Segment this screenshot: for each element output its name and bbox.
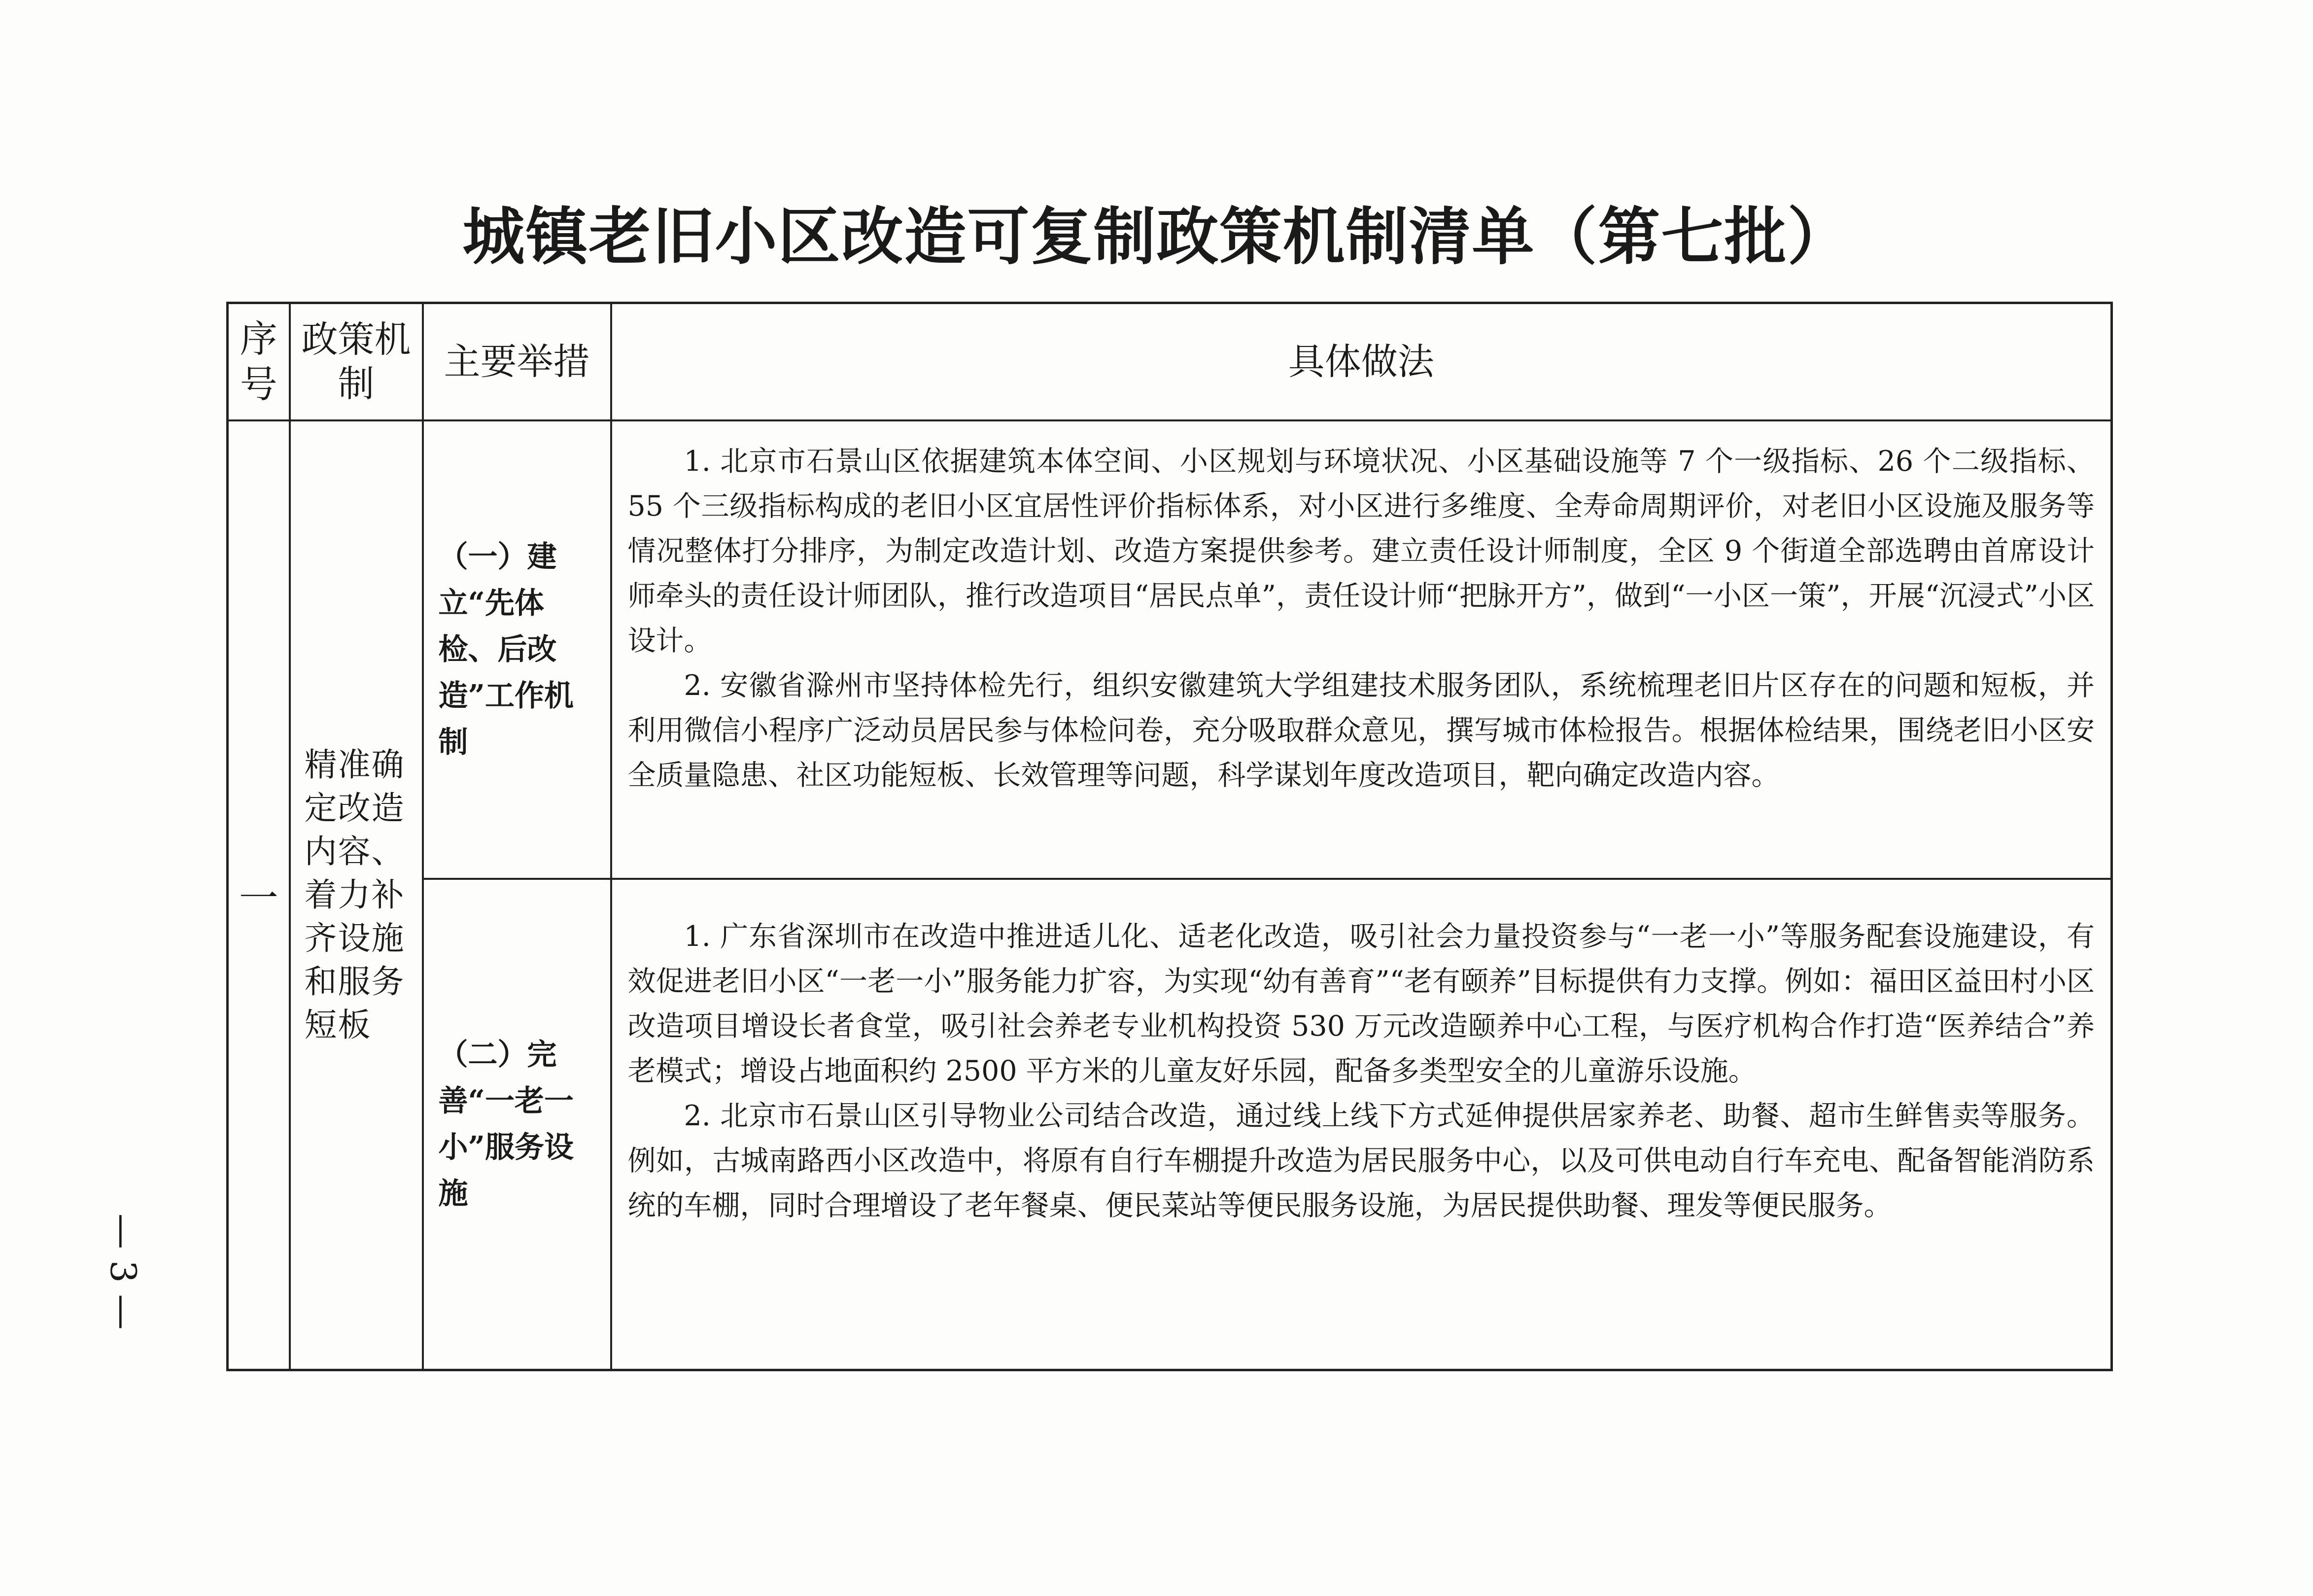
detail-paragraph: 2. 安徽省滁州市坚持体检先行，组织安徽建筑大学组建技术服务团队，系统梳理老旧片区存在的问题和短板，并利用微信小程序广泛动员居民参与体检问卷，充分吸取群众意见，撰写城市体检报告。根据体检结果，围绕老旧小区安全质量隐患、社区功能短板、长效管理等问题，科学谋划年度改造项目，靶向确定改造内容。 — [627, 669, 2095, 792]
group-mechanism: 精准确定改造内容、着力补齐设施和服务短板 — [290, 420, 423, 1370]
header-detail: 具体做法 — [611, 303, 2112, 421]
detail-cell — [611, 879, 2112, 1370]
detail-paragraph: 1. 广东省深圳市在改造中推进适儿化、适老化改造，吸引社会力量投资参与“一老一小”等服务配套设施建设，有效促进老旧小区“一老一小”服务能力扩容，为实现“幼有善育”“老有颐养”目标提供有力支撑。例如：福田区益田村小区改造项目增设长者食堂，吸引社会养老专业机构投资 530 万元改造颐养中心工程，与医疗机构合作打造“医养结合”养老模式；增设占地面积约 2500 平方米的儿童友好乐园，配备多类型安全的儿童游乐设施。 — [627, 920, 2095, 1087]
policy-table — [226, 302, 2113, 1371]
detail-paragraph: 1. 北京市石景山区依据建筑本体空间、小区规划与环境状况、小区基础设施等 7 个一级指标、26 个二级指标、55 个三级指标构成的老旧小区宜居性评价指标体系，对小区进行多维度、全寿命周期评价，对老旧小区设施及服务等情况整体打分排序，为制定改造计划、改造方案提供参考。建立责任设计师制度，全区 9 个街道全部选聘由首席设计师牵头的责任设计师团队，推行改造项目“居民点单”，责任设计师“把脉开方”，做到“一小区一策”，开展“沉浸式”小区设计。 — [627, 445, 2095, 657]
table-row — [228, 879, 2112, 1370]
page-number: — 3 — — [103, 1214, 144, 1330]
detail-paragraph: 2. 北京市石景山区引导物业公司结合改造，通过线上线下方式延伸提供居家养老、助餐、超市生鲜售卖等服务。例如，古城南路西小区改造中，将原有自行车棚提升改造为居民服务中心，以及可供电动自行车充电、配备智能消防系统的车棚，同时合理增设了老年餐桌、便民菜站等便民服务设施，为居民提供助餐、理发等便民服务。 — [627, 1100, 2095, 1222]
table-row — [228, 420, 2112, 879]
header-no: 序号 — [228, 303, 290, 421]
header-measure: 主要举措 — [423, 303, 611, 421]
detail-cell — [611, 420, 2112, 879]
measure-cell: （二）完善“一老一小”服务设施 — [423, 879, 611, 1370]
measure-cell: （一）建立“先体检、后改造”工作机制 — [423, 420, 611, 879]
group-number: 一 — [228, 420, 290, 1370]
document-title: 城镇老旧小区改造可复制政策机制清单（第七批） — [462, 200, 1851, 273]
table-header-row — [228, 303, 2112, 421]
header-mechanism: 政策机制 — [290, 303, 423, 421]
